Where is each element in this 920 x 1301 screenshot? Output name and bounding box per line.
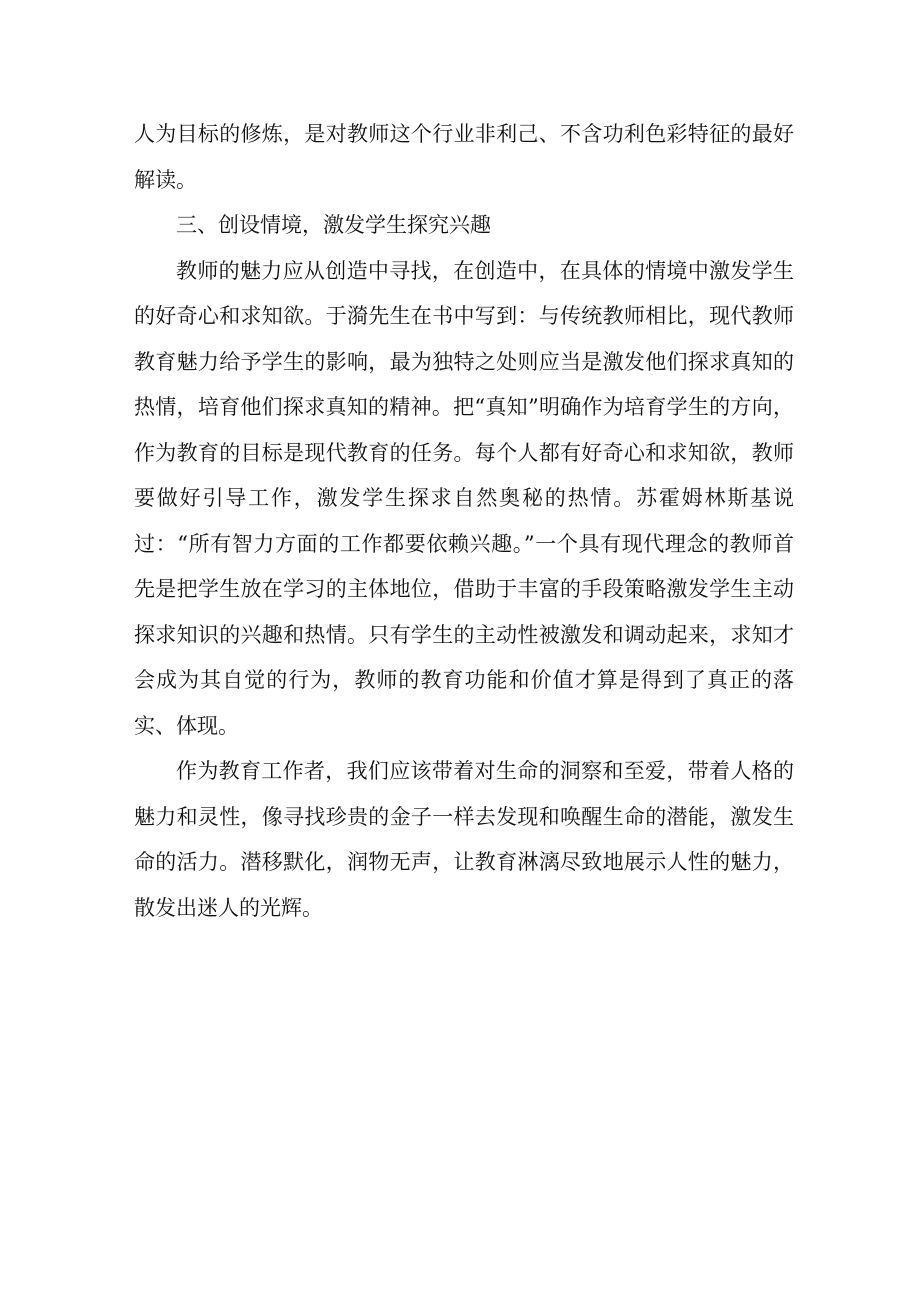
body-paragraph-1: 教师的魅力应从创造中寻找，在创造中，在具体的情境中激发学生的好奇心和求知欲。于漪先生在书中写到：与传统教师相比，现代教师教育魅力给予学生的影响，最为独特之处则应当是激发他们探求真知的热情，培育他们探求真知的精神。把“真知”明确作为培育学生的方向，作为教育的目标是现代教育的任务。每个人都有好奇心和求知欲，教师要做好引导工作，激发学生探求自然奥秘的热情。苏霍姆林斯基说过：“所有智力方面的工作都要依赖兴趣。”一个具有现代理念的教师首先是把学生放在学习的主体地位，借助于丰富的手段策略激发学生主动探求知识的兴趣和热情。只有学生的主动性被激发和调动起来，求知才会成为其自觉的行为，教师的教育功能和价值才算是得到了真正的落实、体现。 — [134, 258, 794, 738]
document-body — [134, 112, 794, 931]
body-paragraph-2: 作为教育工作者，我们应该带着对生命的洞察和至爱，带着人格的魅力和灵性，像寻找珍贵的金子一样去发现和唤醒生命的潜能，激发生命的活力。潜移默化，润物无声，让教育淋漓尽致地展示人性的魅力，散发出迷人的光辉。 — [134, 759, 794, 920]
section-heading: 三、创设情境，激发学生探究兴趣 — [176, 213, 491, 237]
continuation-paragraph: 人为目标的修炼，是对教师这个行业非利己、不含功利色彩特征的最好解读。 — [134, 122, 794, 192]
